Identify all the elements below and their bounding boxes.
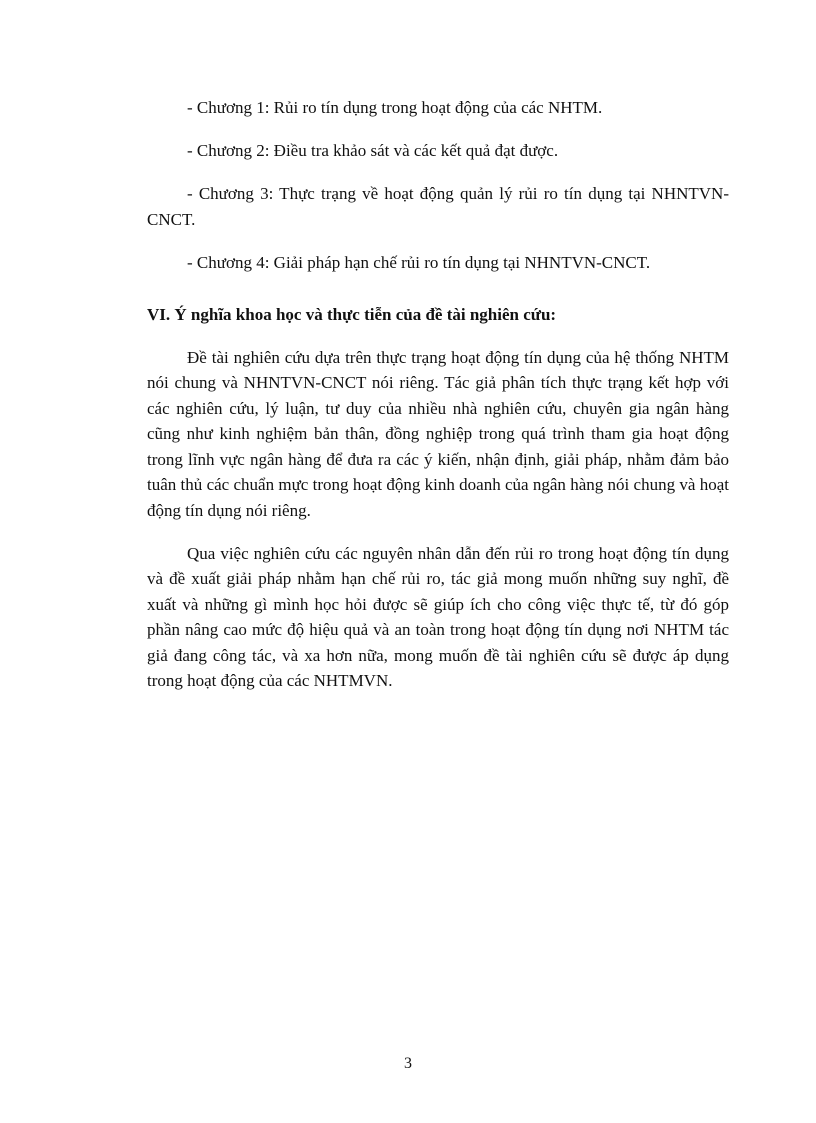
page-number: 3 [404,1055,412,1072]
chapter-4-item: - Chương 4: Giải pháp hạn chế rủi ro tín dụng tại NHNTVN-CNCT. [187,252,651,272]
chapter-1-item: - Chương 1: Rủi ro tín dụng trong hoạt động của các NHTM. [187,98,603,117]
body-paragraph-2: Qua việc nghiên cứu các nguyên nhân dẫn đến rủi ro trong hoạt động tín dụng và đề xuất giải pháp nhằm hạn chế rủi ro, tác giả mong muốn những suy nghĩ, đề xuất và những gì mình học hỏi được sẽ giúp ích cho công việc thực tế, từ đó góp phần nâng cao mức độ hiệu quả và an toàn trong hoạt động tín dụng nơi NHTM tác giả đang công tác, và xa hơn nữa, mong muốn đề tài nghiên cứu sẽ được áp dụng trong hoạt động của các NHTMVN. [147,543,729,690]
chapter-2-item: - Chương 2: Điều tra khảo sát và các kết quả đạt được. [187,141,559,160]
body-paragraph-1: Đề tài nghiên cứu dựa trên thực trạng hoạt động tín dụng của hệ thống NHTM nói chung và NHNTVN-CNCT nói riêng. Tác giả phân tích thực trạng kết hợp với các nghiên cứu, lý luận, tư duy của nhiều nhà nghiên cứu, chuyên gia ngân hàng cũng như kinh nghiệm bản thân, đồng nghiệp trong quá trình tham gia hoạt động trong lĩnh vực ngân hàng để đưa ra các ý kiến, nhận định, giải pháp, nhằm đảm bảo tuân thủ các chuẩn mực trong hoạt động kinh doanh của ngân hàng nói chung và hoạt động tín dụng nói riêng. [147,347,729,520]
page-content [147,95,729,711]
section-heading: VI. Ý nghĩa khoa học và thực tiễn của đề tài nghiên cứu: [147,305,557,324]
chapter-3-item: - Chương 3: Thực trạng về hoạt động quản lý rủi ro tín dụng tại NHNTVN-CNCT. [147,184,729,229]
